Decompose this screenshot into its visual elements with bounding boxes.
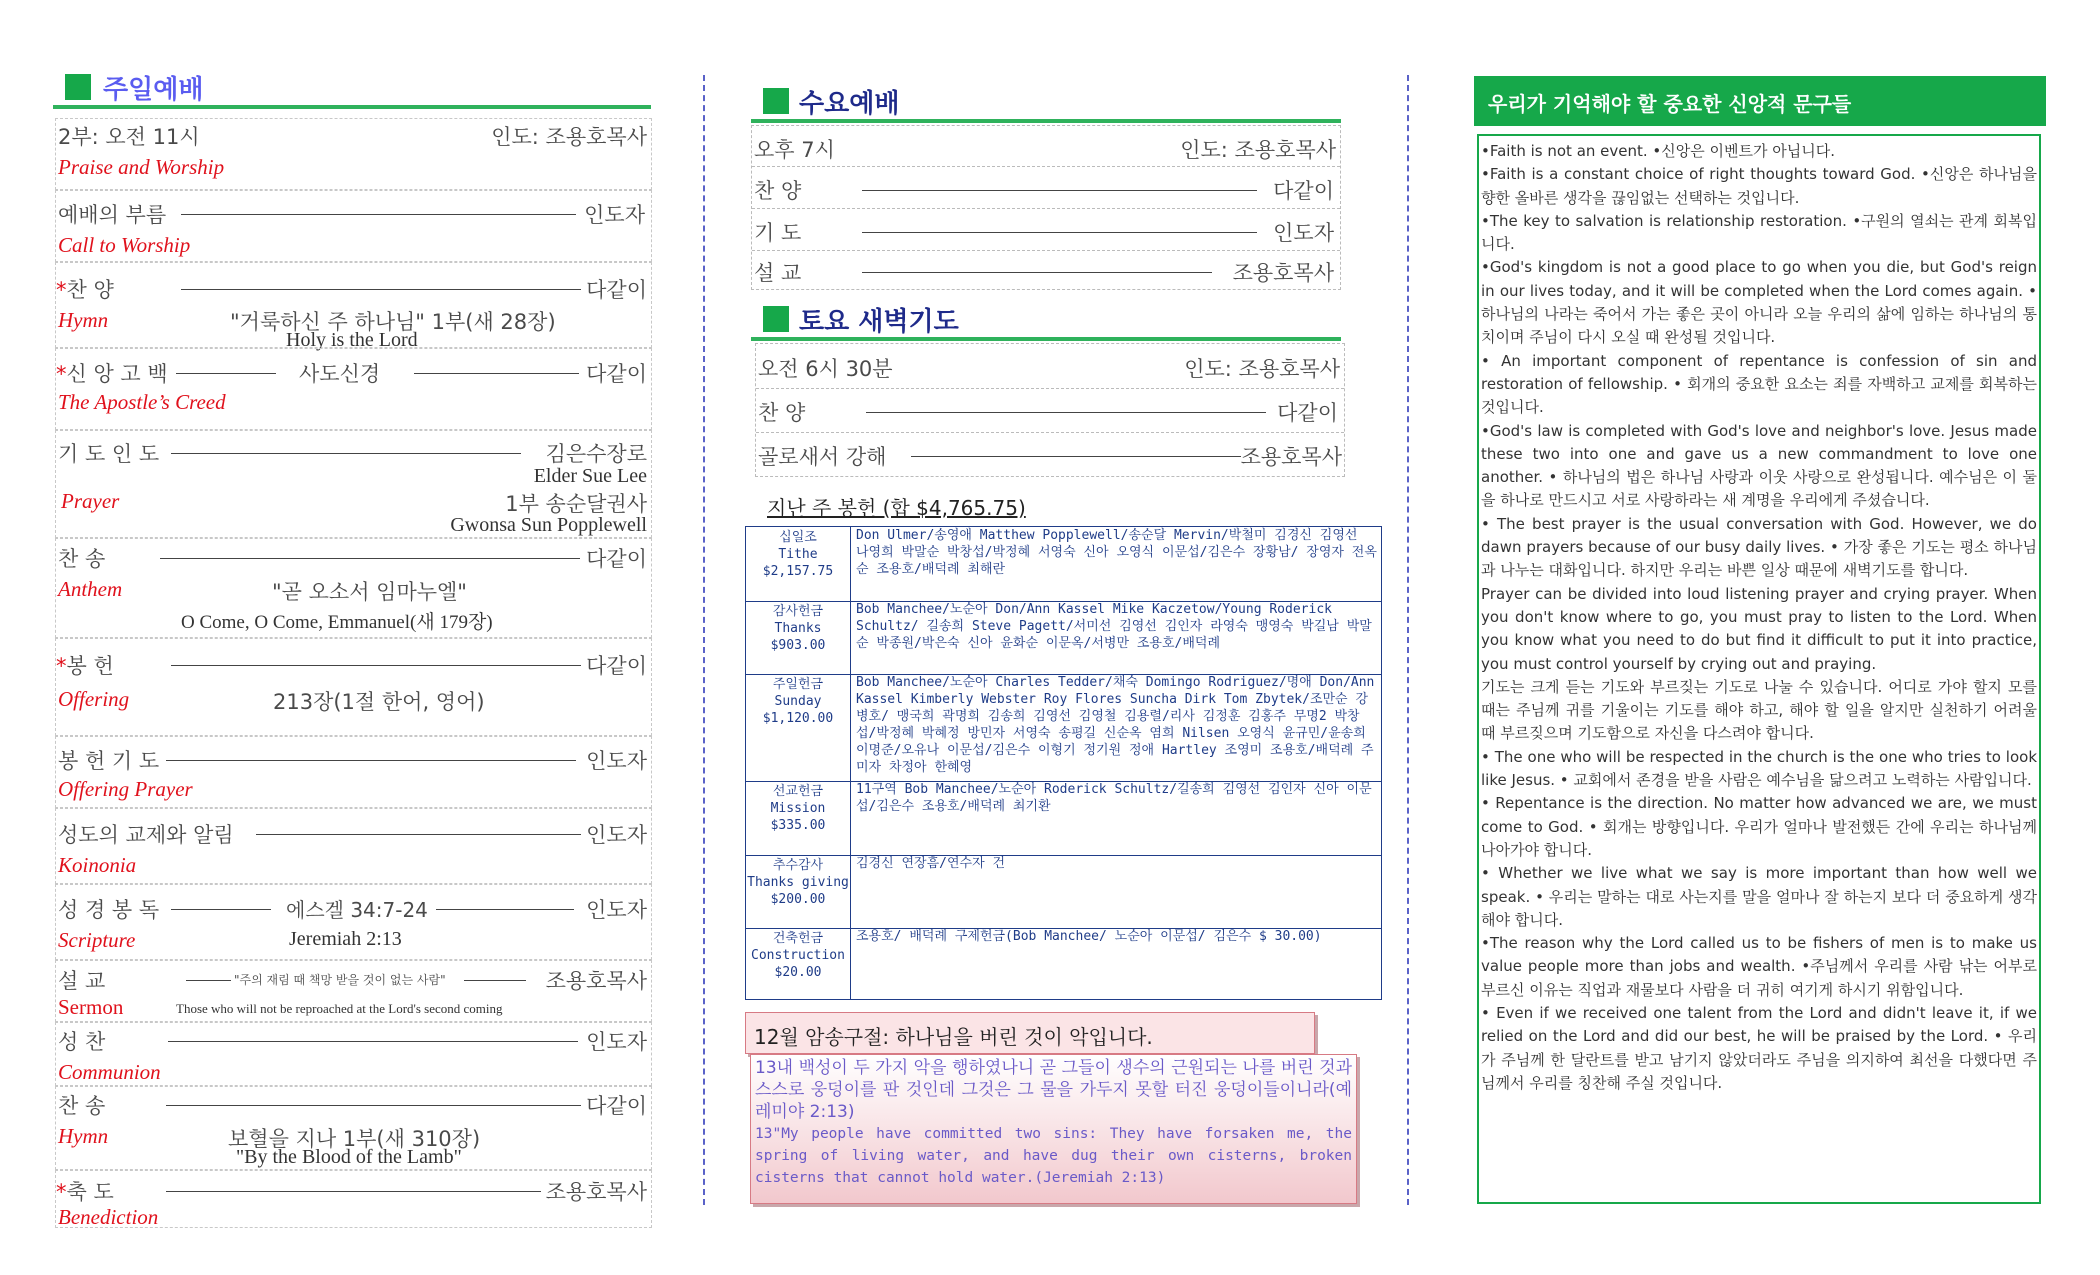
leader-line [168,1041,578,1042]
prayer-row [55,430,652,538]
column-divider-2 [1407,75,1409,1205]
prayer-ko: 기 도 인 도 [58,442,160,466]
green-square-icon [763,88,789,114]
hymn2-sub: "By the Blood of the Lamb" [236,1146,462,1168]
sunday-order [55,118,652,1229]
saturday-title: 토요 새벽기도 [799,307,959,337]
service-leader: 인도: 조용호목사 [491,125,647,149]
offering-names: Don Ulmer/송영애 Matthew Popplewell/송순달 Mervin/박철미 김경신 김영선 나영희 박말순 박창섭/박정혜 서영숙 신아 오영식 이문섭/김은수 장황남/ 장영자 전옥순 조용호/배덕례 최해란 [856,528,1377,577]
anthem-row [55,538,652,638]
offering-names: 김경신 연장흠/연수자 건 [856,856,1006,871]
saturday-time-row [756,344,1344,389]
call-leader: 인도자 [584,203,645,227]
leader-line [181,289,581,290]
offering-prayer-leader: 인도자 [586,749,647,773]
leader-line [911,456,1241,457]
koinonia-leader: 인도자 [586,823,647,847]
offering-names: Bob Manchee/노순아 Don/Ann Kassel Mike Kaczetow/Young Roderick Schultz/ 길송희 Steve Pagett/서미선 김영선 김인자 라영숙 맹영숙 박길남 박말순 박종원/박은숙 신아 윤화순 이문옥/서병만 조용호/배덕례 [856,602,1372,651]
offering-ko: *봉 헌 [56,654,114,678]
list-item: 기도는 크게 듣는 기도와 부르짖는 기도로 나눌 수 있습니다. 어디로 가야 할지 모를 때는 주님께 귀를 기울이는 기도를 해야 하고, 해야 할 일을 알지만 실천하기 어려울 때 부르짖으며 기도함으로 자신을 다스려야 합니다. [1481,677,2037,743]
benediction-ko: *축 도 [56,1180,114,1204]
leader-line [171,909,271,910]
praise-en: Praise and Worship [58,155,225,179]
hymn1-title: "거룩하신 주 하나님" 1부(새 28장) [230,310,556,334]
offering-prayer-ko: 봉 헌 기 도 [58,749,160,773]
wednesday-leader: 인도: 조용호목사 [1180,138,1336,162]
leader-line [436,909,574,910]
leader-line [171,453,521,454]
call-ko: 예배의 부름 [58,203,167,227]
leader-line [166,760,576,761]
leader-line [160,558,580,559]
offering-row-construction [746,928,1381,999]
service-time: 2부: 오전 11시 [58,125,200,149]
communion-ko: 성 찬 [58,1030,106,1054]
anthem-title: "곧 오소서 임마누엘" [272,580,467,604]
hymn2-ko: 찬 송 [58,1094,106,1118]
green-square-icon [763,306,789,332]
wednesday-row [752,250,1340,290]
wednesday-row [752,208,1340,251]
scripture-en: Scripture [58,928,136,952]
list-item: •Faith is not an event. •신앙은 이벤트가 아닙니다. [1481,142,1835,160]
offering-en: Offering [58,687,130,711]
scripture-ref-en: Jeremiah 2:13 [289,928,402,950]
sermon-en: Sermon [58,995,124,1019]
prayer-gwonsa-en: Gwonsa Sun Popplewell [450,514,647,536]
offering-summary-title: 지난 주 봉헌 (합 $4,765.75) [767,496,1026,520]
saturday-row [756,388,1344,433]
prayer-elder: 김은수장로 [545,442,647,466]
list-item: •The reason why the Lord called us to be fishers of men is to make us value people more than jobs and wealth. •주님께서 우리를 사람 낚는 어부로 부르신 이유는 직업과 재물보다 사람을 더 귀히 여기게 하시기 위함입니다. [1481,934,2037,999]
leader-line [414,373,579,374]
list-item: • Whether we live what we say is more important than how well we speak. • 우리는 말하는 대로 사는지를 말을 얼마나 잘 하는지 보다 더 중요하게 생각해야 합니다. [1481,864,2037,929]
list-item: • Repentance is the direction. No matter how advanced we are, we must come to God. • 회개는 방향입니다. 우리가 얼마나 발전했든 간에 우리는 하나님께 나아가야 합니다. [1481,794,2037,859]
saturday-row [756,432,1344,476]
saturday-item-who: 다같이 [1277,401,1338,425]
anthem-ko: 찬 송 [58,547,106,571]
koinonia-ko: 성도의 교제와 알림 [58,823,234,847]
leader-line [171,665,581,666]
offering-row-mission [746,781,1381,856]
offering-prayer-en: Offering Prayer [58,777,193,801]
saturday-time: 오전 6시 30분 [758,357,893,381]
offering-prayer-row [55,736,652,808]
faith-phrases-header [1474,76,2046,126]
scripture-ref: 에스겔 34:7-24 [286,898,428,922]
offering-all: 다같이 [586,654,647,678]
benediction-row [55,1170,652,1228]
prayer-elder-en: Elder Sue Lee [533,465,647,487]
leader-line [862,232,1257,233]
wednesday-item-who: 인도자 [1273,221,1334,245]
memory-verse-header [745,1012,1315,1054]
wednesday-time: 오후 7시 [754,138,835,162]
benediction-preacher: 조용호목사 [545,1180,647,1204]
wednesday-title: 수요예배 [799,89,900,119]
offering-names: 조용호/ 배덕례 구제헌금(Bob Manchee/ 노순아 이문섭/ 김은수 $ 30.00) [856,929,1322,944]
wednesday-table [751,125,1341,290]
list-item: • The one who will be respected in the church is the one who tries to look like Jesus. • 교회에서 존경을 받을 사람은 예수님을 닮으려고 노력하는 사람입니다. [1481,747,2037,790]
creed-row [55,348,652,430]
offering-label: 감사헌금 Thanks $903.00 [746,601,851,674]
memory-verse-body [750,1054,1357,1204]
sermon-title-en: Those who will not be reproached at the Lord's second coming [176,1001,503,1016]
call-en: Call to Worship [58,233,191,257]
column-divider-1 [703,75,705,1205]
saturday-table [755,343,1345,477]
leader-line [181,214,576,215]
koinonia-en: Koinonia [58,853,137,877]
offering-hymn: 213장(1절 한어, 영어) [273,690,485,714]
prayer-gwonsa: 1부 송순달권사 [505,492,647,516]
creed-name: 사도신경 [299,362,381,386]
leader-line [166,1191,541,1192]
list-item: •God's kingdom is not a good place to go when you die, but God's reign in our lives today, and it will be completed when the Lord comes again. •하나님의 나라는 죽어서 가는 좋은 곳이 아니라 오늘 우리의 삶에 임하는 하나님의 통치이며 주님이 다시 오실 때 완성될 것입니다. [1481,258,2037,347]
benediction-en: Benediction [58,1205,159,1229]
faith-phrases-title: 우리가 기억해야 할 중요한 신앙적 문구들 [1488,92,1852,116]
leader-line [256,834,581,835]
leader-line [186,980,231,981]
offering-names: Bob Manchee/노순아 Charles Tedder/채숙 Domingo Rodriguez/명애 Don/Ann Kassel Kimberly Webster Roy Flores Suncha Dirk Tom Zbytek/조만순 강병호/ 맹국희 곽명희 김송희 김영선 김영철 김용렬/리사 김정훈 김홍주 무명2 박창섭/박정혜 박혜정 방민자 서영숙 송평길 신순옥 염희 Nilsen 오영식 윤규민/윤송희 이명준/오유나 이문섭/김은수 이형기 정기원 정애 Hartley 조영미 조용호/배덕례 주미자 차정아 한혜영 [856,675,1375,775]
wednesday-item-who: 다같이 [1273,179,1334,203]
saturday-item: 찬 양 [758,401,806,425]
prayer-en: Prayer [61,489,120,513]
offering-row-thanks [746,601,1381,675]
sermon-preacher: 조용호목사 [545,969,647,993]
memory-verse-title: 12월 암송구절: 하나님을 버린 것이 악입니다. [754,1025,1153,1049]
saturday-item: 골로새서 강해 [758,445,887,469]
sermon-title: "주의 재림 때 책망 받을 것이 없는 사람" [234,973,446,987]
sunday-header [53,71,651,109]
koinonia-row [55,808,652,884]
memory-verse-en: 13"My people have committed two sins: They have forsaken me, the spring of living water, and have dug their own cisterns, broken cisterns that cannot hold water.(Jeremiah 2:13) [755,1126,1352,1186]
saturday-header [751,303,1341,341]
wednesday-item: 설 교 [754,261,802,285]
communion-row [55,1022,652,1086]
green-square-icon [65,74,91,100]
list-item: •The key to salvation is relationship restoration. •구원의 열쇠는 관계 회복입니다. [1481,211,2037,254]
scripture-leader: 인도자 [586,898,647,922]
list-item: •Faith is a constant choice of right thoughts toward God. •신앙은 하나님을 향한 올바른 생각을 끊임없는 선택하는 것입니다. [1481,165,2037,207]
call-to-worship-row [55,190,652,262]
hymn1-sub: Holy is the Lord [286,329,418,351]
offering-row-tithe [746,527,1381,602]
list-item: • Even if we received one talent from the Lord and didn't leave it, if we relied on the Lord and did our best, he will be praised by the Lord. • 우리가 주님께 한 달란트를 받고 남기지 않았더라도 주님을 의지하여 최선을 다했다면 주님께서 우리를 칭찬해 주실 것입니다. [1481,1003,2037,1092]
creed-en: The Apostle’s Creed [58,390,226,414]
faith-phrases-list [1477,134,2041,1204]
wednesday-item-who: 조용호목사 [1232,261,1334,285]
hymn1-all: 다같이 [586,278,647,302]
memory-verse-ko: 13내 백성이 두 가지 악을 행하였나니 곧 그들이 생수의 근원되는 나를 버린 것과 스스로 웅덩이를 판 것인데 그것은 그 물을 가두지 못할 터진 웅덩이들이니라(예레미야 2:13) [755,1058,1352,1122]
scripture-row [55,884,652,960]
hymn2-en: Hymn [58,1124,109,1148]
creed-ko: *신 앙 고 백 [56,362,168,386]
creed-all: 다같이 [586,362,647,386]
scripture-ko: 성 경 봉 독 [58,898,160,922]
hymn1-row [55,262,652,351]
wednesday-row [752,166,1340,209]
leader-line [862,272,1212,273]
leader-line [866,412,1266,413]
saturday-item-who: 조용호목사 [1240,445,1342,469]
sunday-time-row [55,118,652,190]
offering-label: 추수감사 Thanks giving $200.00 [746,855,851,928]
communion-en: Communion [58,1060,161,1084]
wednesday-time-row [752,126,1340,167]
sermon-row [55,960,652,1022]
list-item: •God's law is completed with God's love and neighbor's love. Jesus made these two into one and gave us a new commandment to love one another. • 하나님의 법은 하나님 사랑과 이웃 사랑으로 완성됩니다. 예수님은 이 둘을 하나로 만드시고 서로 사랑하라는 새 계명을 우리에게 주셨습니다. [1481,421,2037,510]
sunday-title: 주일예배 [103,75,204,105]
wednesday-item: 찬 양 [754,179,802,203]
anthem-en: Anthem [58,577,123,601]
list-item: • The best prayer is the usual conversation with God. However, we do dawn prayers because of our busy daily lives. • 가장 좋은 기도는 평소 하나님과 나누는 대화입니다. 하지만 우리는 바쁜 일상 때문에 새벽기도를 합니다. [1481,514,2037,580]
offering-label: 주일헌금 Sunday $1,120.00 [746,674,851,781]
hymn2-title: 보혈을 지나 1부(새 310장) [228,1127,481,1151]
sermon-ko: 설 교 [58,969,106,993]
offering-row [55,638,652,736]
wednesday-header [751,85,1341,123]
hymn1-en: Hymn [58,308,109,332]
offering-label: 건축헌금 Construction $20.00 [746,928,851,999]
hymn2-row [55,1086,652,1170]
leader-line [176,373,276,374]
offering-label: 십일조 Tithe $2,157.75 [746,527,851,601]
offering-row-sunday [746,674,1381,782]
offering-names: 11구역 Bob Manchee/노순아 Roderick Schultz/길송희 김영선 김인자 신아 이문섭/김은수 조용호/배덕례 최기환 [856,782,1372,814]
leader-line [862,190,1257,191]
offering-table [745,526,1382,1000]
offering-label: 선교헌금 Mission $335.00 [746,781,851,855]
hymn2-all: 다같이 [586,1094,647,1118]
leader-line [166,1105,581,1106]
saturday-leader: 인도: 조용호목사 [1184,357,1340,381]
offering-row-thanksgiving [746,855,1381,929]
list-item: Prayer can be divided into loud listening prayer and crying prayer. When you don't know where to go, you must pray to listen to the Lord. When you know what you need to do but find it difficult to put it into practice, you must control yourself by crying out and praying. [1481,584,2037,673]
leader-line [464,980,526,981]
anthem-sub: O Come, O Come, Emmanuel(새 179장) [181,612,493,633]
list-item: • An important component of repentance is confession of sin and restoration of fellowship. • 회개의 중요한 요소는 죄를 자백하고 교제를 회복하는 것입니다. [1481,351,2037,417]
anthem-all: 다같이 [586,547,647,571]
communion-leader: 인도자 [586,1030,647,1054]
hymn1-ko: *찬 양 [56,278,114,302]
wednesday-item: 기 도 [754,221,802,245]
